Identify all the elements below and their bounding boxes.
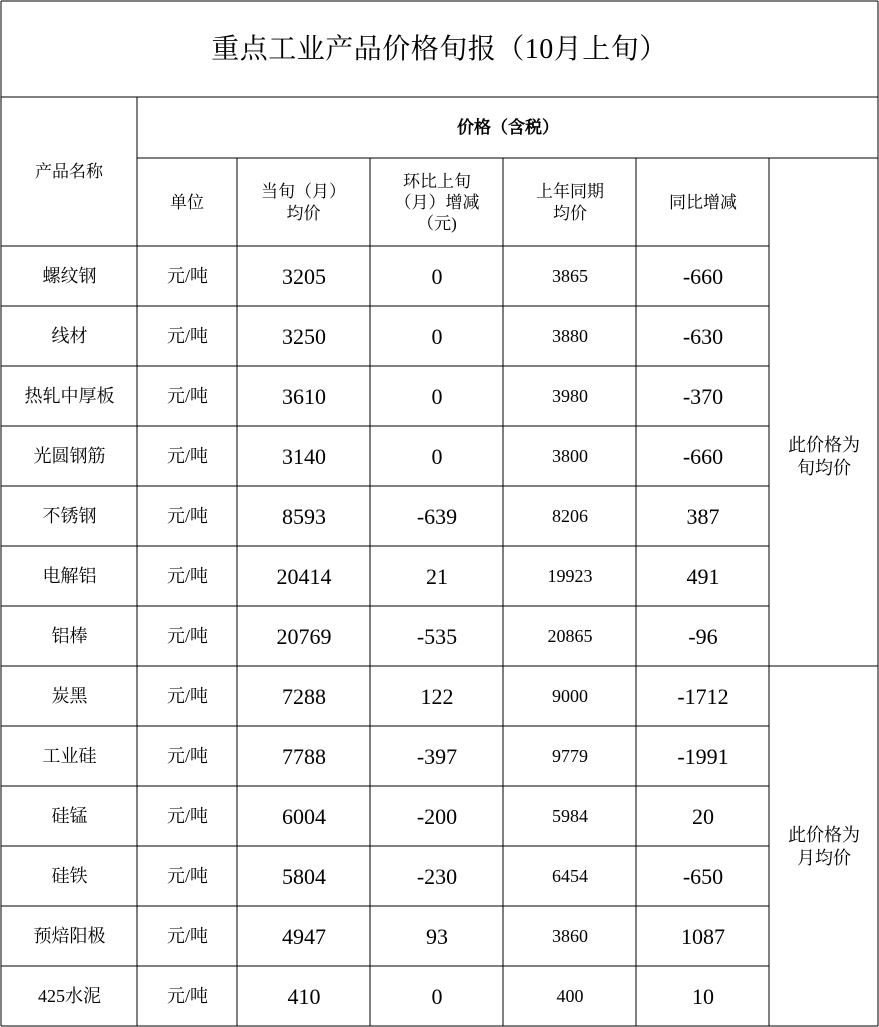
header-current-avg: 当旬（月）均价 xyxy=(261,182,346,223)
yoy-change-cell: -96 xyxy=(688,623,718,649)
mom-change-cell: 0 xyxy=(431,983,443,1009)
unit-cell: 元/吨 xyxy=(166,326,208,347)
note-monthly-average: 此价格为月均价 xyxy=(788,825,860,868)
header-unit: 单位 xyxy=(170,192,204,212)
current-avg-cell: 410 xyxy=(287,983,321,1009)
unit-cell: 元/吨 xyxy=(166,986,208,1007)
mom-change-cell: -397 xyxy=(416,743,458,769)
unit-cell: 元/吨 xyxy=(166,806,208,827)
current-avg-cell: 3205 xyxy=(282,263,326,289)
product-name-cell: 425水泥 xyxy=(38,986,101,1007)
unit-cell: 元/吨 xyxy=(166,566,208,587)
yoy-change-cell: 20 xyxy=(692,803,714,829)
unit-cell: 元/吨 xyxy=(166,926,208,947)
product-name-cell: 铝棒 xyxy=(51,626,88,647)
current-avg-cell: 20414 xyxy=(276,563,332,589)
current-avg-cell: 3610 xyxy=(282,383,326,409)
mom-change-cell: 21 xyxy=(426,563,448,589)
last-year-avg-cell: 9779 xyxy=(552,746,588,767)
product-name-cell: 光圆钢筋 xyxy=(33,446,106,467)
header-mom-change: 环比上旬（月）增减（元) xyxy=(394,171,480,234)
mom-change-cell: 93 xyxy=(426,923,448,949)
last-year-avg-cell: 9000 xyxy=(552,686,588,707)
product-name-cell: 电解铝 xyxy=(42,566,97,587)
yoy-change-cell: -370 xyxy=(682,383,724,409)
yoy-change-cell: -1712 xyxy=(677,683,729,709)
yoy-change-cell: 387 xyxy=(686,503,720,529)
current-avg-cell: 5804 xyxy=(282,863,326,889)
product-name-cell: 不锈钢 xyxy=(42,506,97,527)
header-yoy-change: 同比增减 xyxy=(669,192,737,212)
mom-change-cell: -200 xyxy=(416,803,458,829)
current-avg-cell: 8593 xyxy=(282,503,326,529)
unit-cell: 元/吨 xyxy=(166,866,208,887)
page-title: 重点工业产品价格旬报（10月上旬） xyxy=(211,33,668,65)
unit-cell: 元/吨 xyxy=(166,266,208,287)
header-product-name: 产品名称 xyxy=(35,162,103,182)
last-year-avg-cell: 8206 xyxy=(552,506,588,527)
current-avg-cell: 20769 xyxy=(276,623,332,649)
unit-cell: 元/吨 xyxy=(166,626,208,647)
unit-cell: 元/吨 xyxy=(166,746,208,767)
product-name-cell: 预焙阳极 xyxy=(33,926,106,947)
mom-change-cell: 0 xyxy=(431,323,443,349)
current-avg-cell: 3140 xyxy=(282,443,326,469)
mom-change-cell: -535 xyxy=(416,623,458,649)
product-name-cell: 工业硅 xyxy=(42,746,97,767)
mom-change-cell: 122 xyxy=(420,683,454,709)
current-avg-cell: 3250 xyxy=(282,323,326,349)
note-ten-day-average: 此价格为旬均价 xyxy=(788,435,860,478)
last-year-avg-cell: 19923 xyxy=(547,566,593,587)
yoy-change-cell: -1991 xyxy=(677,743,729,769)
header-last-year-avg: 上年同期均价 xyxy=(536,182,604,223)
last-year-avg-cell: 6454 xyxy=(552,866,588,887)
product-name-cell: 螺纹钢 xyxy=(42,266,97,287)
last-year-avg-cell: 3865 xyxy=(552,266,588,287)
mom-change-cell: 0 xyxy=(431,383,443,409)
current-avg-cell: 7788 xyxy=(282,743,326,769)
last-year-avg-cell: 400 xyxy=(556,986,584,1007)
current-avg-cell: 4947 xyxy=(282,923,326,949)
mom-change-cell: -230 xyxy=(416,863,458,889)
current-avg-cell: 6004 xyxy=(282,803,326,829)
mom-change-cell: 0 xyxy=(431,443,443,469)
product-name-cell: 炭黑 xyxy=(51,686,88,707)
last-year-avg-cell: 3980 xyxy=(552,386,588,407)
unit-cell: 元/吨 xyxy=(166,686,208,707)
last-year-avg-cell: 20865 xyxy=(547,626,593,647)
product-name-cell: 硅锰 xyxy=(51,806,88,827)
current-avg-cell: 7288 xyxy=(282,683,326,709)
unit-cell: 元/吨 xyxy=(166,386,208,407)
product-name-cell: 硅铁 xyxy=(51,866,88,887)
mom-change-cell: -639 xyxy=(416,503,458,529)
last-year-avg-cell: 3880 xyxy=(552,326,588,347)
unit-cell: 元/吨 xyxy=(166,446,208,467)
yoy-change-cell: -660 xyxy=(682,263,724,289)
yoy-change-cell: -650 xyxy=(682,863,724,889)
yoy-change-cell: -630 xyxy=(682,323,724,349)
last-year-avg-cell: 3860 xyxy=(552,926,588,947)
product-name-cell: 热轧中厚板 xyxy=(24,386,115,407)
yoy-change-cell: 10 xyxy=(692,983,714,1009)
product-name-cell: 线材 xyxy=(51,326,88,347)
last-year-avg-cell: 5984 xyxy=(552,806,588,827)
header-price-group: 价格（含税） xyxy=(457,118,559,138)
mom-change-cell: 0 xyxy=(431,263,443,289)
yoy-change-cell: -660 xyxy=(682,443,724,469)
unit-cell: 元/吨 xyxy=(166,506,208,527)
yoy-change-cell: 491 xyxy=(686,563,720,589)
last-year-avg-cell: 3800 xyxy=(552,446,588,467)
yoy-change-cell: 1087 xyxy=(681,923,725,949)
